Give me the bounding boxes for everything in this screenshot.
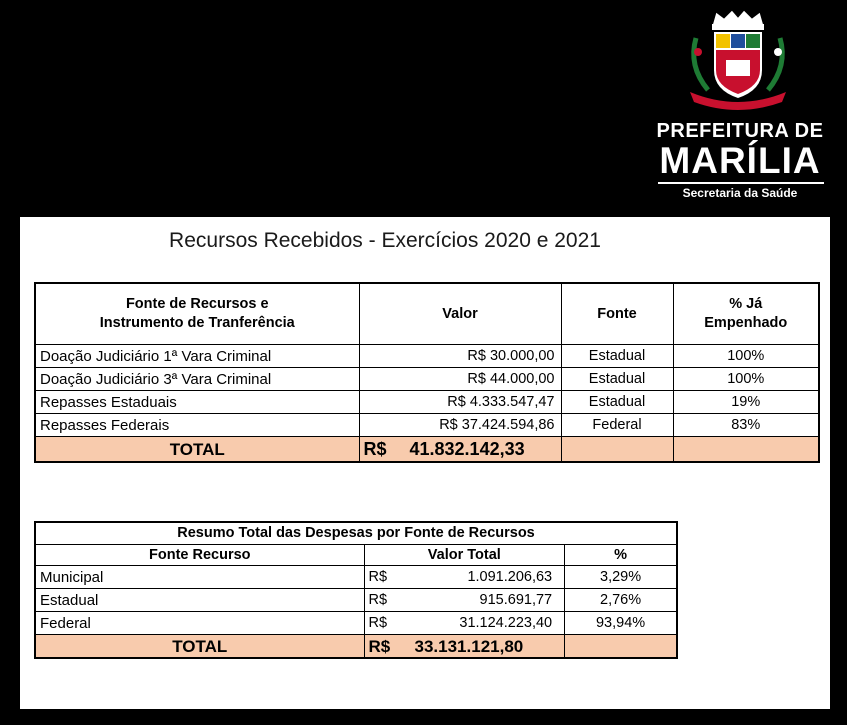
cell-fonte: Municipal <box>35 566 364 589</box>
header-fonte-instrumento: Fonte de Recursos e Instrumento de Tranferência <box>35 283 359 345</box>
cell-currency: R$ <box>368 614 388 631</box>
recursos-header-row <box>35 283 819 345</box>
total-currency: R$ <box>363 439 387 459</box>
cell-fonte: Federal <box>561 414 673 437</box>
brand-line-city: MARÍLIA <box>659 140 821 181</box>
total-empty-cell <box>561 437 673 463</box>
despesas-caption-row <box>35 522 677 545</box>
city-coat-of-arms-icon <box>682 8 794 112</box>
cell-empenhado: 19% <box>673 391 819 414</box>
cell-valor-amount: 915.691,77 <box>479 591 553 608</box>
cell-fonte: Estadual <box>561 345 673 368</box>
cell-empenhado: 100% <box>673 345 819 368</box>
brand-line-secretaria: Secretaria da Saúde <box>682 186 798 200</box>
total-empty-cell <box>673 437 819 463</box>
table-row <box>35 589 677 612</box>
cell-percent: 93,94% <box>565 612 677 635</box>
total-label: TOTAL <box>35 635 364 659</box>
total-empty-cell <box>565 635 677 659</box>
cell-currency: R$ <box>368 568 388 585</box>
table-row <box>35 612 677 635</box>
header-fonte-recurso: Fonte Recurso <box>35 545 364 566</box>
header-valor-total: Valor Total <box>364 545 565 566</box>
cell-fonte-recurso: Doação Judiciário 1ª Vara Criminal <box>35 345 359 368</box>
despesas-caption: Resumo Total das Despesas por Fonte de Recursos <box>35 522 677 545</box>
cell-fonte: Estadual <box>561 368 673 391</box>
cell-valor-amount: 1.091.206,63 <box>467 568 553 585</box>
cell-percent: 3,29% <box>565 566 677 589</box>
cell-fonte-recurso: Repasses Federais <box>35 414 359 437</box>
despesas-table <box>34 521 678 659</box>
cell-valor-amount: 31.124.223,40 <box>459 614 553 631</box>
cell-currency: R$ <box>368 591 388 608</box>
cell-fonte-recurso: Doação Judiciário 3ª Vara Criminal <box>35 368 359 391</box>
brand-divider <box>658 182 824 184</box>
header-percent: % <box>565 545 677 566</box>
total-value: 41.832.142,33 <box>409 439 525 459</box>
despesas-total-row <box>35 635 677 659</box>
cell-fonte: Estadual <box>561 391 673 414</box>
cell-empenhado: 100% <box>673 368 819 391</box>
table-row <box>35 368 819 391</box>
total-value: 33.131.121,80 <box>414 636 524 656</box>
total-value-cell <box>364 635 565 659</box>
header-valor: Valor <box>359 283 561 345</box>
cell-valor: R$ 4.333.547,47 <box>359 391 561 414</box>
table-row <box>35 414 819 437</box>
cell-valor <box>364 589 565 612</box>
cell-valor: R$ 37.424.594,86 <box>359 414 561 437</box>
cell-percent: 2,76% <box>565 589 677 612</box>
cell-valor: R$ 44.000,00 <box>359 368 561 391</box>
despesas-header-row <box>35 545 677 566</box>
total-label: TOTAL <box>35 437 359 463</box>
header-empenhado: % Já Empenhado <box>673 283 819 345</box>
brand-line-prefeitura: PREFEITURA DE <box>656 120 824 142</box>
cell-fonte-recurso: Repasses Estaduais <box>35 391 359 414</box>
cell-fonte: Estadual <box>35 589 364 612</box>
recursos-total-row <box>35 437 819 463</box>
cell-valor <box>364 566 565 589</box>
total-currency: R$ <box>368 636 391 656</box>
report-panel <box>20 217 830 709</box>
header-fonte: Fonte <box>561 283 673 345</box>
page-title: Recursos Recebidos - Exercícios 2020 e 2021 <box>169 229 601 252</box>
cell-empenhado: 83% <box>673 414 819 437</box>
cell-valor <box>364 612 565 635</box>
cell-fonte: Federal <box>35 612 364 635</box>
recursos-table <box>34 282 820 463</box>
cell-valor: R$ 30.000,00 <box>359 345 561 368</box>
table-row <box>35 566 677 589</box>
prefeitura-logo <box>640 6 840 206</box>
table-row <box>35 345 819 368</box>
total-value-cell <box>359 437 561 463</box>
table-row <box>35 391 819 414</box>
